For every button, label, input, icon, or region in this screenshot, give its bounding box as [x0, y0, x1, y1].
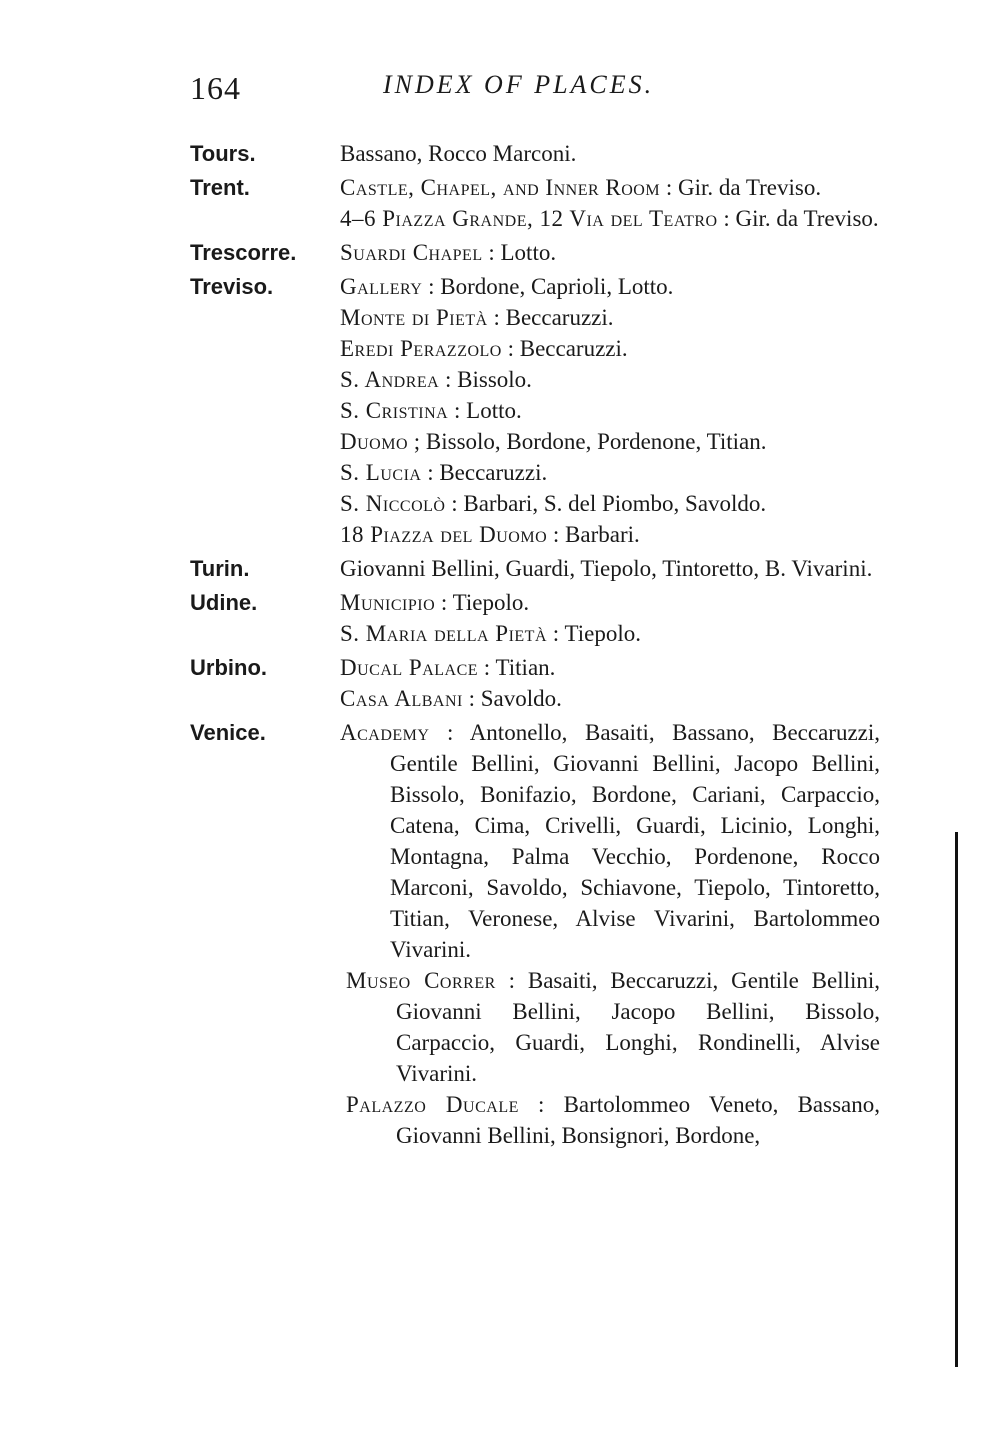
location-name: S. Lucia [340, 460, 422, 485]
location-name: Castle, Chapel, and Inner Room [340, 175, 661, 200]
location-separator: : [429, 720, 470, 745]
location-name: Palazzo Ducale [346, 1092, 519, 1117]
location-separator: : [547, 522, 566, 547]
artist-list: Basaiti, Beccaruzzi, Gentile Bellini, Giovanni Bellini, Jacopo Bellini, Bissolo, Carpaccio, Guardi, Longhi, Rondinelli, Alvise Vivarini. [396, 968, 881, 1086]
artist-list: Giovanni Bellini, Guardi, Tiepolo, Tintoretto, B. Vivarini. [340, 556, 873, 581]
place-entry-venice [190, 717, 880, 1151]
place-entry-udine [190, 587, 880, 649]
location-entry [340, 717, 880, 965]
location-name: Academy [340, 720, 430, 745]
artist-list: Bassano, Rocco Marconi. [340, 141, 577, 166]
place-locations [340, 587, 880, 649]
location-name: S. Cristina [340, 398, 449, 423]
place-name: Venice. [190, 720, 266, 745]
location-name: Gallery [340, 274, 423, 299]
location-separator: : [478, 655, 496, 680]
location-name: 18 Piazza del Duomo [340, 522, 548, 547]
place-entry-turin [190, 553, 880, 584]
location-name: S. Andrea [340, 367, 440, 392]
place-locations [340, 717, 880, 1151]
location-name: Duomo [340, 429, 409, 454]
artist-list: Savoldo. [480, 686, 562, 711]
artist-list: Antonello, Basaiti, Bassano, Beccaruzzi, Gentile Bellini, Giovanni Bellini, Jacopo Bellini, Bissolo, Bonifazio, Bordone, Cariani, Carpaccio, Catena, Cima, Crivelli, Guardi, Licinio, Longhi, Montagna, Palma Vecchio, Pordenone, Rocco Marconi, Savoldo, Schiavone, Tiepolo, Tintoretto, Titian, Veronese, Alvise Vivarini, Bartolommeo Vivarini. [390, 720, 881, 962]
location-name: Monte di Pietà [340, 305, 488, 330]
location-name: Ducal Palace [340, 655, 479, 680]
artist-list: Barbari. [565, 522, 640, 547]
location-separator: : [717, 206, 736, 231]
artist-list: Beccaruzzi. [439, 460, 548, 485]
location-separator: : [421, 460, 440, 485]
location-separator: : [547, 621, 565, 646]
place-locations [340, 553, 880, 584]
artist-list: Gir. da Treviso. [735, 206, 879, 231]
location-separator: ; [408, 429, 426, 454]
place-entry-trent [190, 172, 880, 234]
artist-list: Tiepolo. [564, 621, 641, 646]
location-entry [340, 333, 880, 364]
location-entry [340, 553, 880, 584]
location-separator: : [501, 336, 520, 361]
place-entry-treviso [190, 271, 880, 550]
place-name: Turin. [190, 556, 250, 581]
location-entry [340, 172, 880, 203]
location-name: Municipio [340, 590, 436, 615]
location-separator: : [439, 367, 458, 392]
location-entry [340, 587, 880, 618]
location-separator: : [462, 686, 481, 711]
artist-list: Beccaruzzi. [519, 336, 628, 361]
place-name: Tours. [190, 141, 256, 166]
location-separator: : [445, 491, 464, 516]
artist-list: Gir. da Treviso. [677, 175, 822, 200]
location-entry [340, 237, 880, 268]
place-locations [340, 652, 880, 714]
artist-list: Tiepolo. [452, 590, 530, 615]
artist-list: Bissolo. [457, 367, 532, 392]
place-locations [340, 271, 880, 550]
location-separator: : [422, 274, 441, 299]
location-name: Eredi Perazzolo [340, 336, 502, 361]
artist-list: Barbari, S. del Piombo, Savoldo. [463, 491, 767, 516]
page-number: 164 [190, 70, 241, 106]
location-entry [340, 426, 880, 457]
place-name: Trescorre. [190, 240, 297, 265]
location-separator: : [518, 1092, 564, 1117]
artist-list: Beccaruzzi. [505, 305, 614, 330]
artist-list: Titian. [495, 655, 556, 680]
location-entry [340, 138, 880, 169]
location-entry [340, 364, 880, 395]
place-locations [340, 172, 880, 234]
artist-list: Bissolo, Bordone, Pordenone, Titian. [425, 429, 767, 454]
location-separator: : [487, 305, 506, 330]
location-separator: : [495, 968, 528, 993]
place-name: Treviso. [190, 274, 274, 299]
artist-list: Lotto. [466, 398, 522, 423]
location-name: S. Maria della Pietà [340, 621, 548, 646]
place-name: Trent. [190, 175, 250, 200]
location-entry [346, 1089, 880, 1151]
location-separator: : [435, 590, 453, 615]
location-separator: : [660, 175, 678, 200]
location-entry [340, 271, 880, 302]
place-locations [340, 138, 880, 169]
location-name: Museo Correr [346, 968, 496, 993]
location-entry [340, 395, 880, 426]
location-entry [346, 965, 880, 1089]
place-entry-trescorre [190, 237, 880, 268]
place-name: Urbino. [190, 655, 267, 680]
artist-list: Bartolommeo Veneto, Bassano, Giovanni Bellini, Bonsignori, Bordone, [396, 1092, 881, 1148]
place-name: Udine. [190, 590, 258, 615]
margin-rule [955, 832, 958, 1367]
location-entry [340, 302, 880, 333]
location-name: S. Niccolò [340, 491, 446, 516]
location-entry [340, 203, 880, 234]
location-entry [340, 618, 880, 649]
location-entry [340, 652, 880, 683]
location-entry [340, 488, 880, 519]
location-name: Suardi Chapel [340, 240, 483, 265]
index-entries [190, 138, 880, 1151]
location-name: Casa Albani [340, 686, 463, 711]
location-entry [340, 457, 880, 488]
location-entry [340, 519, 880, 550]
running-title: INDEX OF PLACES. [383, 70, 655, 99]
artist-list: Lotto. [500, 240, 557, 265]
place-entry-urbino [190, 652, 880, 714]
location-name: 4–6 Piazza Grande, 12 Via del Teatro [340, 206, 718, 231]
place-entry-tours [190, 138, 880, 169]
artist-list: Bordone, Caprioli, Lotto. [440, 274, 674, 299]
location-separator: : [448, 398, 467, 423]
location-separator: : [482, 240, 501, 265]
location-entry [340, 683, 880, 714]
place-locations [340, 237, 880, 268]
